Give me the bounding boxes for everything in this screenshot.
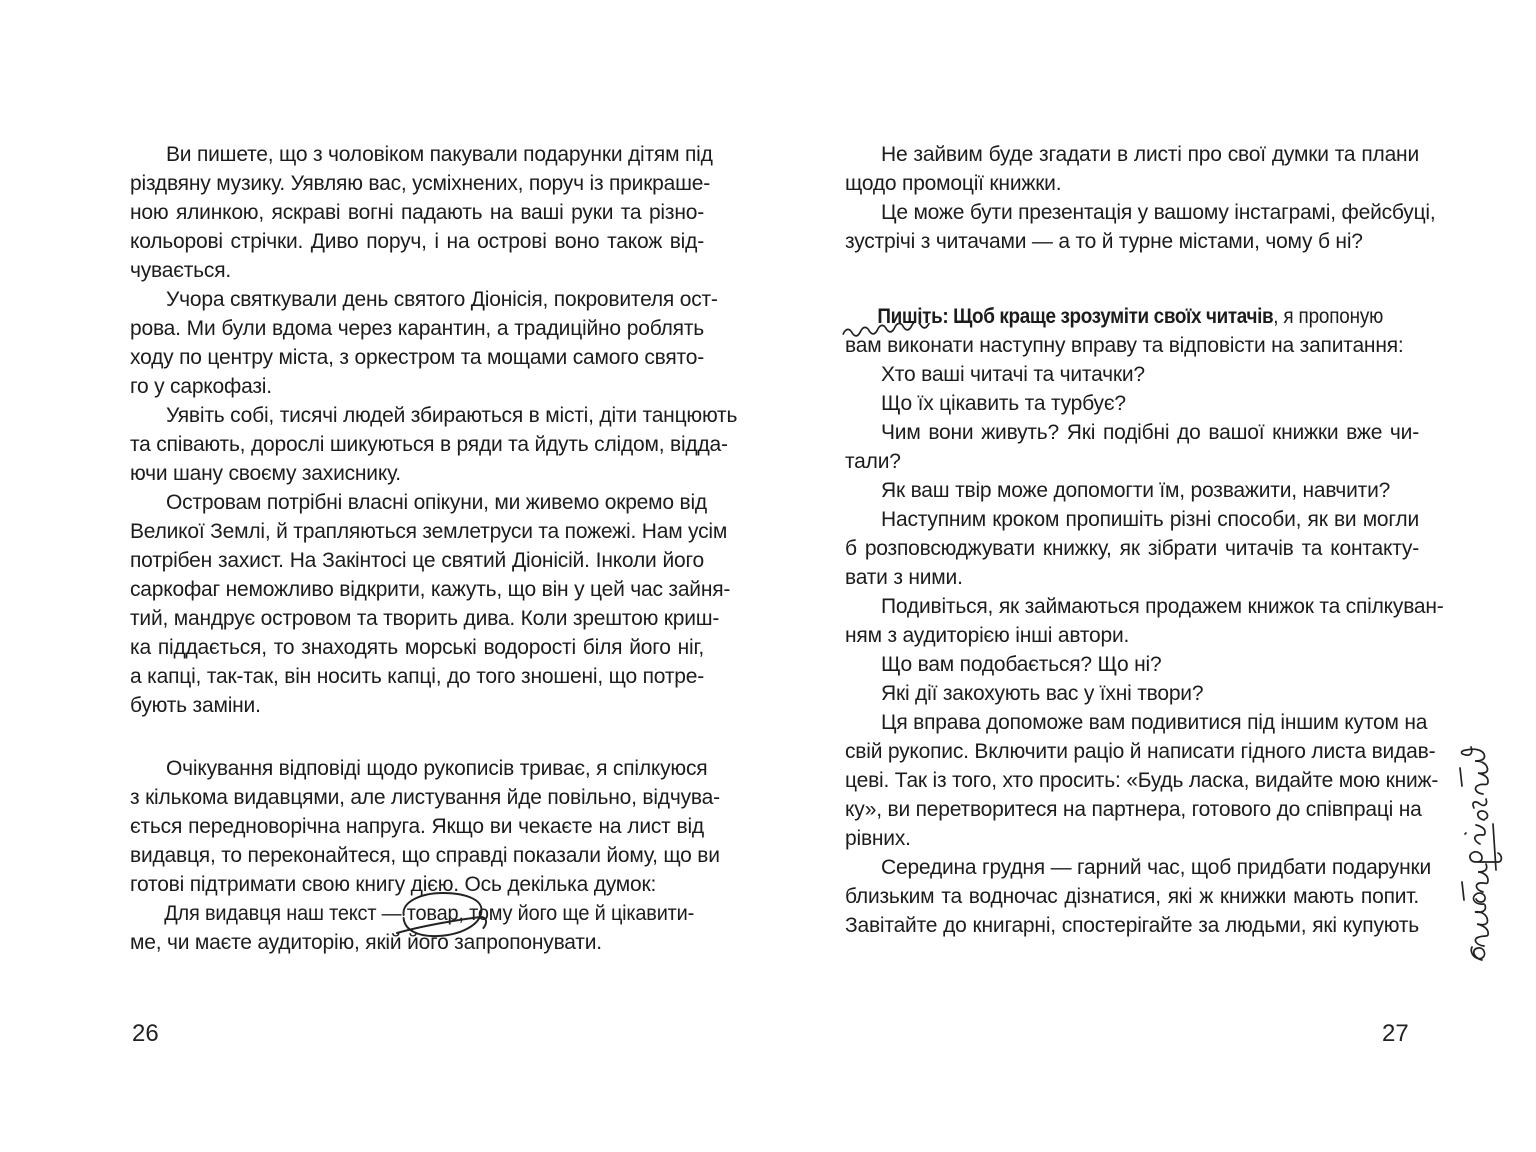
line-text: вам виконати наступну вправу та відповісти на запитання:: [845, 334, 1404, 357]
exercise-paragraph: [845, 302, 1419, 360]
text-line: Хто ваші читачі та читачки?: [881, 363, 1145, 386]
text-line: Що їх цікавить та турбує?: [881, 392, 1126, 415]
text-line: [845, 331, 1419, 360]
text-line: чувається.: [130, 259, 232, 282]
paragraph: [130, 754, 720, 899]
text-line: вати з ними.: [845, 566, 963, 589]
page-number-left: 26: [132, 1020, 159, 1047]
text-line: а капці, так-так, він носить капці, до того зношені, що потре-: [130, 665, 704, 688]
text-line: рова. Ми були вдома через карантин, а традиційно роблять: [130, 317, 704, 340]
paragraph: [130, 488, 731, 720]
text-line: Завітайте до книгарні, спостерігайте за людьми, які купують: [845, 914, 1419, 937]
text-line: Учора святкували день святого Діонісія, покровителя ост-: [166, 288, 718, 311]
paragraph: [845, 853, 1432, 940]
question-line: [845, 389, 1419, 418]
text-line: б розповсюджувати книжку, як зібрати читачів та контакту-: [845, 537, 1419, 560]
paragraph: [130, 140, 713, 285]
text-line: Наступним кроком пропишіть різні способи, як ви могли: [881, 508, 1419, 531]
text-line: ням з аудиторією інші автори.: [845, 624, 1130, 647]
circled-word: [407, 902, 464, 925]
handwritten-margin-note: [1446, 740, 1504, 968]
text-line: Великої Землі, й трапляються землетруси та пожежі. Нам усім: [130, 520, 728, 543]
text-line: ка піддається, то знаходять морські водорості біля його ніг,: [130, 636, 704, 659]
text-line: тали?: [845, 450, 901, 473]
paragraph: [130, 285, 718, 401]
text-line: готові підтримати свою книгу дією. Ось декілька думок:: [130, 873, 657, 896]
text-line: ходу по центру міста, з оркестром та мощами самого свято-: [130, 346, 704, 369]
text-line: ючи шану своєму захиснику.: [130, 462, 401, 485]
text-line: Як ваш твір може допомогти їм, розважити, навчити?: [881, 479, 1391, 502]
text-line: тий, мандрує островом та творить дива. Коли зрештою криш-: [130, 607, 720, 630]
paragraph: [130, 401, 738, 488]
text-line: Що вам подобається? Що ні?: [881, 653, 1162, 676]
text-line: го у саркофазі.: [130, 375, 272, 398]
text-line: Ви пишете, що з чоловіком пакували подарунки дітям під: [166, 143, 713, 166]
page-right-text: [845, 140, 1444, 940]
text-line: ється передноворічна напруга. Якщо ви чекаєте на лист від: [130, 815, 704, 838]
question-line: [845, 476, 1419, 505]
text-line: [130, 899, 695, 928]
text-line: Островам потрібні власні опікуни, ми живемо окремо від: [166, 491, 707, 514]
text-line: [845, 302, 1384, 331]
text-line: Середина грудня — гарний час, щоб придбати подарунки: [881, 856, 1432, 879]
text-line: ку», ви перетворитеся на партнера, готового до співпраці на: [845, 798, 1422, 821]
text-line: Очікування відповіді щодо рукописів триває, я спілкуюся: [166, 757, 708, 780]
page-number-right: 27: [1382, 1020, 1409, 1047]
text-line: рівних.: [845, 827, 911, 850]
text-line: кольорові стрічки. Диво поруч, і на острові воно також від-: [130, 230, 704, 253]
text-line: саркофаг неможливо відкрити, кажуть, що він у цей час зайня-: [130, 578, 731, 601]
question-line: [845, 360, 1419, 389]
question-line: [845, 679, 1419, 708]
line-text: ме, чи маєте аудиторію, якій його запропонувати.: [130, 931, 602, 954]
handwriting-scribble: [1446, 740, 1504, 968]
text-line: різдвяну музику. Уявляю вас, усміхнених, поруч із прикраше-: [130, 172, 711, 195]
page-left-text: [130, 140, 738, 957]
text-line: Подивіться, як займаються продажем книжок та спілкуван-: [881, 595, 1444, 618]
text-line: та співають, дорослі шикуються в ряди та йдуть слідом, відда-: [130, 433, 728, 456]
paragraph: [845, 140, 1419, 198]
text-line: ною ялинкою, яскраві вогні падають на ваші руки та різно-: [130, 201, 704, 224]
paragraph: [845, 592, 1444, 650]
text-line: близьким та водночас дізнатися, які ж книжки мають попит.: [845, 885, 1419, 908]
paragraph: [845, 708, 1439, 853]
paragraph: [845, 198, 1436, 256]
text-line: бують заміни.: [130, 694, 261, 717]
text-line: Уявіть собі, тисячі людей збираються в місті, діти танцюють: [166, 404, 738, 427]
text-line: цеві. Так із того, хто просить: «Будь ласка, видайте мою книж-: [845, 769, 1439, 792]
paragraph: [845, 505, 1419, 592]
text-line: Не зайвим буде згадати в листі про свої думки та плани: [881, 143, 1419, 166]
text-line: Це може бути презентація у вашому інстаграмі, фейсбуці,: [881, 201, 1436, 224]
text-line: Ця вправа допоможе вам подивитися під іншим кутом на: [881, 711, 1428, 734]
line-text: Для видавця наш текст —: [164, 902, 407, 925]
text-line: щодо промоції книжки.: [845, 172, 1062, 195]
text-line: потрібен захист. На Закінтосі це святий Діонісій. Інколи його: [130, 549, 704, 572]
question-line: [845, 650, 1419, 679]
question-line: [845, 418, 1419, 476]
line-text: тому його ще й цікавити-: [463, 902, 695, 925]
circled-word-text: товар,: [406, 902, 464, 925]
text-line: видавця, то переконайтеся, що справді показали йому, що ви: [130, 844, 720, 867]
text-line: свій рукопис. Включити раціо й написати гідного листа видав-: [845, 740, 1436, 763]
text-line: Які дії закохують вас у їхні твори?: [881, 682, 1204, 705]
text-line: з кількома видавцями, але листування йде повільно, відчува-: [130, 786, 720, 809]
bold-lead: [877, 305, 1273, 328]
text-line: [130, 928, 704, 957]
text-line: Чим вони живуть? Які подібні до вашої книжки вже чи-: [881, 421, 1419, 444]
text-line: зустрічі з читачами — а то й турне містами, чому б ні?: [845, 230, 1363, 253]
bold-lead-text: Пишіть: Щоб краще зрозуміти своїх читачів: [877, 305, 1274, 328]
line-text: , я пропоную: [1273, 305, 1384, 328]
paragraph-with-circled-word: [130, 899, 704, 957]
